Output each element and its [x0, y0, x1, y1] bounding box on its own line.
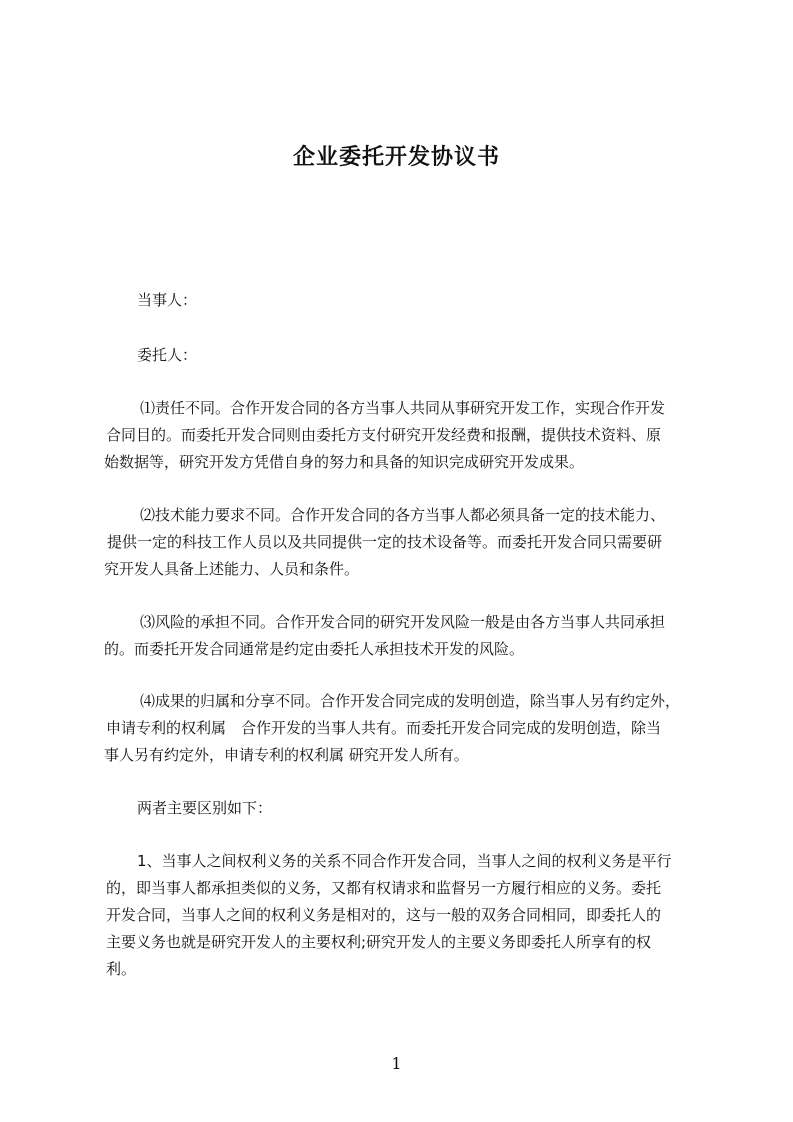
paragraph-line: 究开发人具备上述能力、人员和条件。: [104, 560, 360, 578]
paragraph-line: 主要义务也就是研究开发人的主要权利;研究开发人的主要义务即委托人所享有的权: [106, 933, 652, 951]
client-label: 委托人：: [137, 346, 198, 364]
paragraph-line: ⑵技术能力要求不同。合作开发合同的各方当事人都必须具备一定的技术能力、: [140, 506, 666, 524]
paragraph-line: 合同目的。而委托开发合同则由委托方支付研究开发经费和报酬，提供技术资料、原: [106, 426, 662, 444]
paragraph-line: 申请专利的权利属 合作开发的当事人共有。而委托开发合同完成的发明创造，除当: [106, 719, 662, 737]
paragraph-line: 1、当事人之间权利义务的关系不同合作开发合同，当事人之间的权利义务是平行: [137, 852, 672, 870]
differences-heading: 两者主要区别如下：: [137, 799, 273, 817]
document-title: 企业委托开发协议书: [292, 145, 500, 170]
paragraph-line: ⑴责任不同。合作开发合同的各方当事人共同从事研究开发工作，实现合作开发: [140, 399, 666, 417]
paragraph-line: ⑶风险的承担不同。合作开发合同的研究开发风险一般是由各方当事人共同承担: [140, 613, 666, 631]
paragraph-line: 开发合同，当事人之间的权利义务是相对的，这与一般的双务合同相同，即委托人的: [106, 906, 662, 924]
paragraph-line: 的，即当事人都承担类似的义务，又都有权请求和监督另一方履行相应的义务。委托: [106, 879, 662, 897]
paragraph-line: 始数据等，研究开发方凭借自身的努力和具备的知识完成研究开发成果。: [104, 453, 585, 471]
paragraph-line: 事人另有约定外，申请专利的权利属 研究开发人所有。: [104, 746, 469, 764]
page-number: 1: [391, 1054, 402, 1073]
paragraph-line: 的。而委托开发合同通常是约定由委托人承担技术开发的风险。: [104, 640, 525, 658]
paragraph-line: 提供一定的科技工作人员以及共同提供一定的技术设备等。而委托开发合同只需要研: [107, 533, 663, 551]
party-label: 当事人：: [137, 291, 198, 309]
paragraph-line: ⑷成果的归属和分享不同。合作开发合同完成的发明创造，除当事人另有约定外，: [140, 692, 681, 710]
paragraph-line: 利。: [106, 960, 137, 978]
